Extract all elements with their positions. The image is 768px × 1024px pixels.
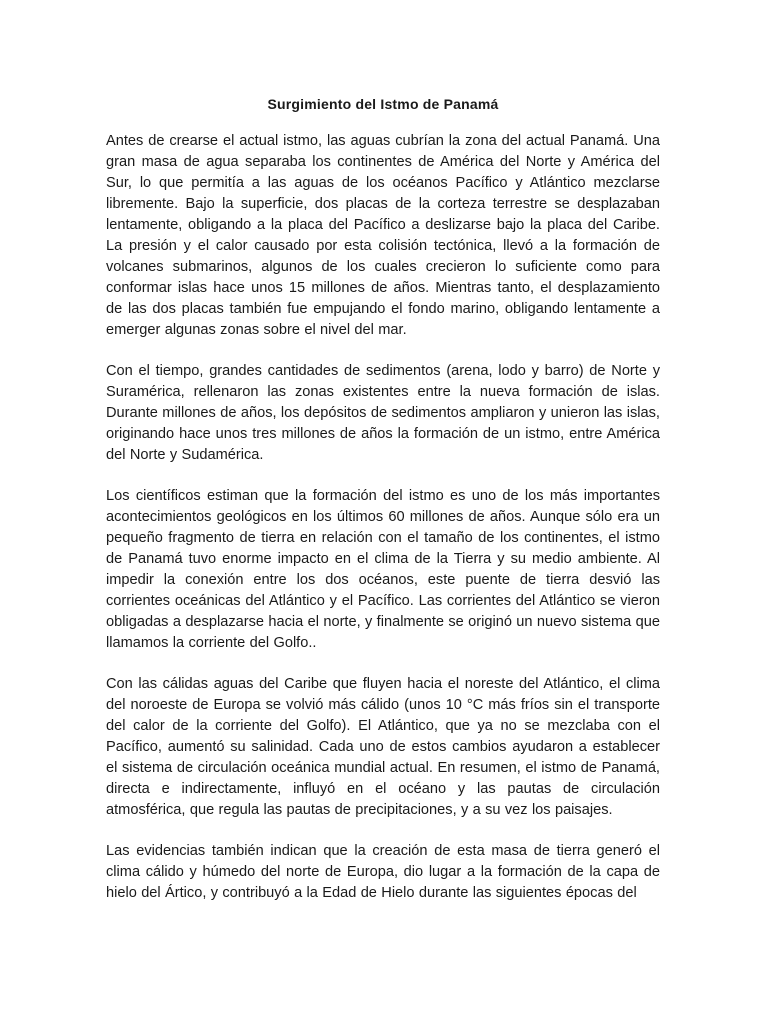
paragraph-4: Con las cálidas aguas del Caribe que fluyen hacia el noreste del Atlántico, el clima del noroeste de Europa se volvió más cálido (unos 10 °C más fríos sin el transporte del calor de la corriente del Golfo). El Atlántico, que ya no se mezclaba con el Pacífico, aumentó su salinidad. Cada uno de estos cambios ayudaron a establecer el sistema de circulación oceánica mundial actual. En resumen, el istmo de Panamá, directa e indirectamente, influyó en el océano y las pautas de circulación atmosférica, que regula las pautas de precipitaciones, y a su vez los paisajes. (106, 676, 660, 818)
paragraph-1: Antes de crearse el actual istmo, las aguas cubrían la zona del actual Panamá. Una gran masa de agua separaba los continentes de América del Norte y América del Sur, lo que permitía a las aguas de los océanos Pacífico y Atlántico mezclarse libremente. Bajo la superficie, dos placas de la corteza terrestre se desplazaban lentamente, obligando a la placa del Pacífico a deslizarse bajo la placa del Caribe. La presión y el calor causado por esta colisión tectónica, llevó a la formación de volcanes submarinos, algunos de los cuales crecieron lo suficiente como para conformar islas hace unos 15 millones de años. Mientras tanto, el desplazamiento de las dos placas también fue empujando el fondo marino, obligando lentamente a emerger algunas zonas sobre el nivel del mar. (106, 133, 660, 338)
document-body (106, 94, 660, 924)
paragraph-2: Con el tiempo, grandes cantidades de sedimentos (arena, lodo y barro) de Norte y Suramérica, rellenaron las zonas existentes entre la nueva formación de islas. Durante millones de años, los depósitos de sedimentos ampliaron y unieron las islas, originando hace unos tres millones de años la formación de un istmo, entre América del Norte y Sudamérica. (106, 363, 660, 463)
document-title: Surgimiento del Istmo de Panamá (267, 96, 499, 112)
paragraph-3: Los científicos estiman que la formación del istmo es uno de los más importantes acontecimientos geológicos en los últimos 60 millones de años. Aunque sólo era un pequeño fragmento de tierra en relación con el tamaño de los continentes, el istmo de Panamá tuvo enorme impacto en el clima de la Tierra y su medio ambiente. Al impedir la conexión entre los dos océanos, este puente de tierra desvió las corrientes oceánicas del Atlántico y el Pacífico. Las corrientes del Atlántico se vieron obligadas a desplazarse hacia el norte, y finalmente se originó un nuevo sistema que llamamos la corriente del Golfo.. (106, 488, 660, 651)
paragraph-5: Las evidencias también indican que la creación de esta masa de tierra generó el clima cálido y húmedo del norte de Europa, dio lugar a la formación de la capa de hielo del Ártico, y contribuyó a la Edad de Hielo durante las siguientes épocas del (106, 843, 660, 901)
